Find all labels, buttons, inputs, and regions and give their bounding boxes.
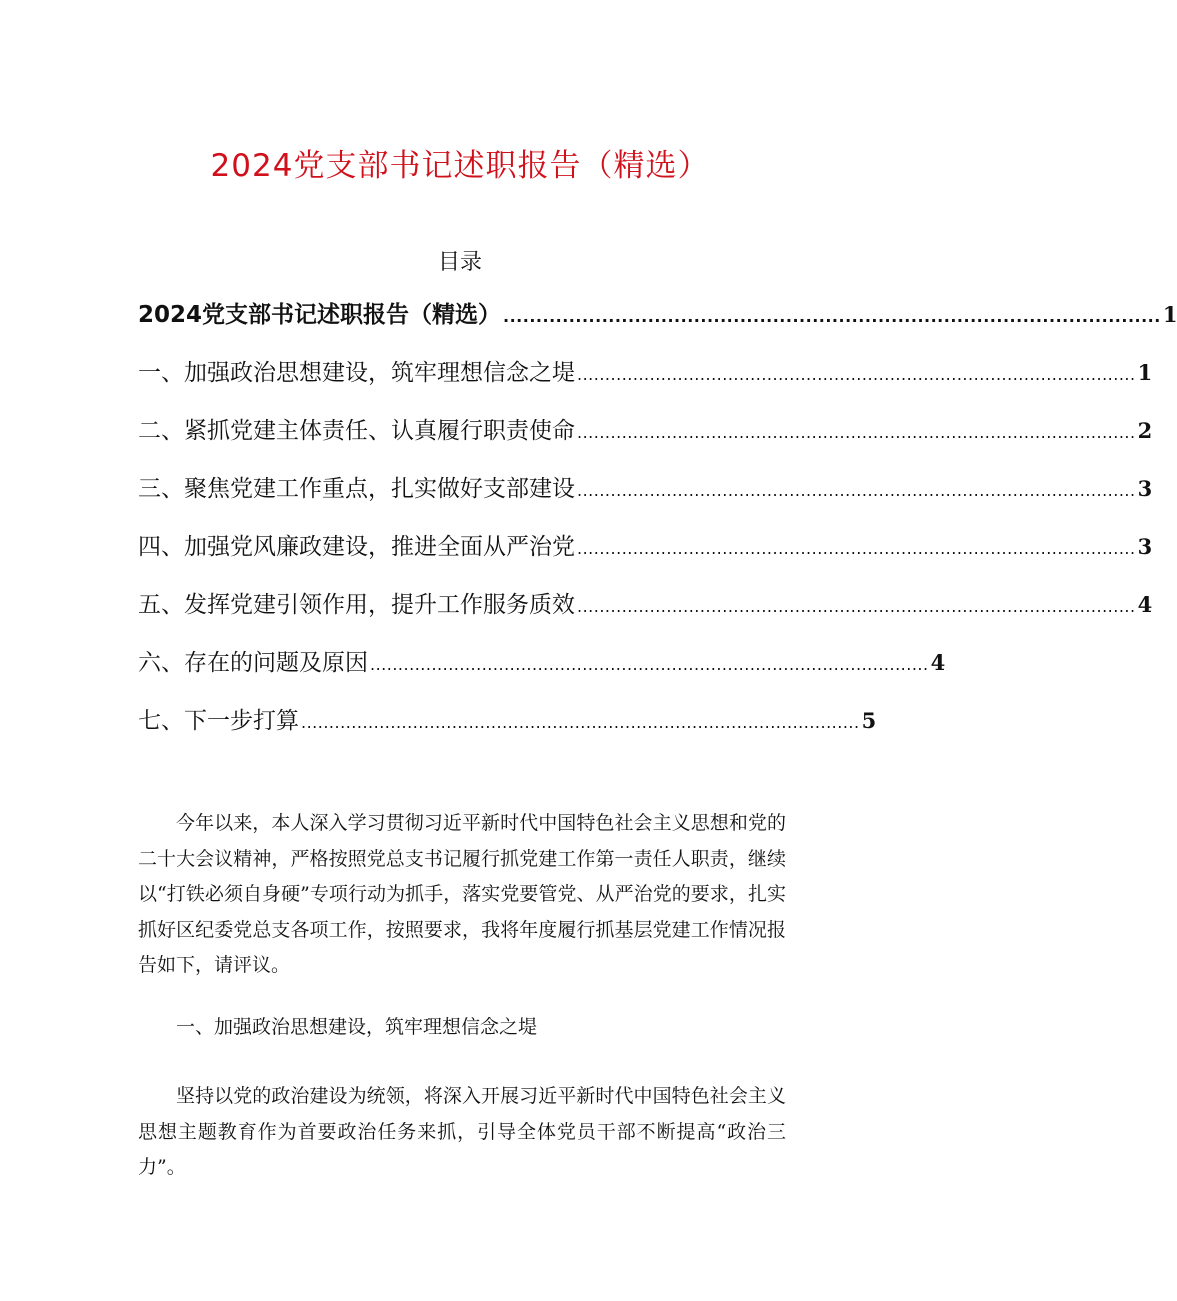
toc-leader-dots: .................................................................................................... (370, 655, 929, 674)
toc-entry-label: 七、下一步打算 (138, 708, 299, 734)
toc-entry[interactable] (138, 528, 1153, 586)
toc-entry-label: 二、紧抓党建主体责任、认真履行职责使命 (138, 418, 575, 444)
toc-leader-dots: .................................................................................................... (503, 307, 1161, 326)
section-paragraph: 坚持以党的政治建设为统领，将深入开展习近平新时代中国特色社会主义思想主题教育作为首要政治任务来抓，引导全体党员干部不断提高“政治三力”。 (138, 1085, 786, 1178)
toc-entry[interactable] (138, 586, 1153, 644)
toc-entry[interactable] (138, 296, 1177, 354)
toc-leader-dots: .................................................................................................... (577, 365, 1136, 384)
document-title: 2024党支部书记述职报告（精选） (210, 148, 710, 184)
toc-entry-label: 2024党支部书记述职报告（精选） (138, 302, 502, 328)
toc-entry-page: 1 (1162, 302, 1177, 327)
intro-paragraph: 今年以来，本人深入学习贯彻习近平新时代中国特色社会主义思想和党的二十大会议精神，严格按照党总支书记履行抓党建工作第一责任人职责，继续以“打铁必须自身硬”专项行动为抓手，落实党要管党、从严治党的要求，扎实抓好区纪委党总支各项工作，按照要求，我将年度履行抓基层党建工作情况报告如下，请评议。 (138, 812, 786, 976)
toc-entry-label: 三、聚焦党建工作重点，扎实做好支部建设 (138, 476, 575, 502)
toc-entry-page: 2 (1137, 418, 1153, 443)
toc-entry[interactable] (138, 412, 1153, 470)
toc-entry-label: 四、加强党风廉政建设，推进全面从严治党 (138, 534, 575, 560)
toc-entry-page: 4 (930, 650, 946, 675)
toc-leader-dots: .................................................................................................... (301, 713, 860, 732)
toc-leader-dots: .................................................................................................... (577, 539, 1136, 558)
toc-entry-page: 3 (1137, 534, 1153, 559)
toc-entry-label: 一、加强政治思想建设，筑牢理想信念之堤 (138, 360, 575, 386)
toc-entry-page: 4 (1137, 592, 1153, 617)
toc-leader-dots: .................................................................................................... (577, 481, 1136, 500)
toc-leader-dots: .................................................................................................... (577, 423, 1136, 442)
toc-entry[interactable] (138, 644, 946, 702)
toc-leader-dots: .................................................................................................... (577, 597, 1136, 616)
section-heading: 一、加强政治思想建设，筑牢理想信念之堤 (176, 1016, 538, 1038)
toc-entry-page: 5 (861, 708, 877, 733)
table-of-contents (138, 296, 1177, 760)
toc-entry-page: 1 (1137, 360, 1153, 385)
toc-entry-label: 六、存在的问题及原因 (138, 650, 368, 676)
toc-entry[interactable] (138, 702, 877, 760)
toc-entry[interactable] (138, 470, 1153, 528)
toc-entry[interactable] (138, 354, 1153, 412)
toc-heading: 目录 (437, 250, 482, 275)
toc-entry-page: 3 (1137, 476, 1153, 501)
toc-entry-label: 五、发挥党建引领作用，提升工作服务质效 (138, 592, 575, 618)
